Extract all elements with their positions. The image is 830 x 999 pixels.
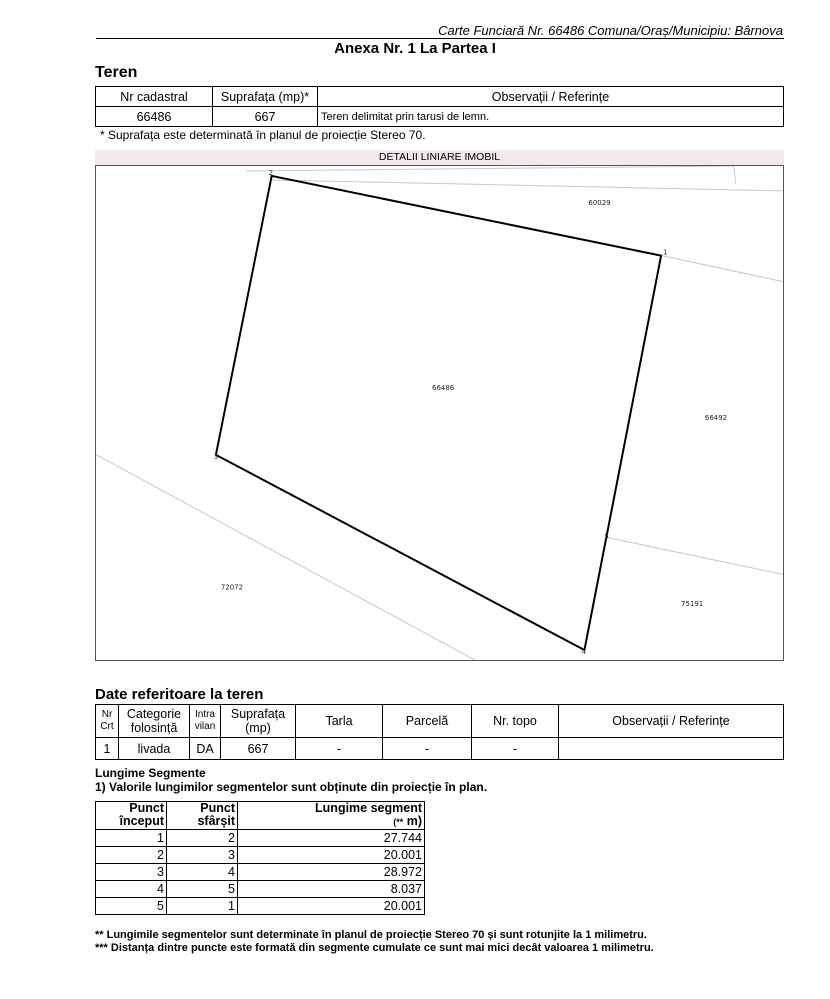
cell-suprafata: 667 (221, 738, 296, 760)
parcel-boundary (213, 176, 661, 650)
header-line: vilan (194, 721, 216, 732)
cell-end: 2 (167, 830, 238, 847)
table-row (96, 847, 425, 864)
vertex-label-4: 4 (581, 648, 586, 657)
header-line: Punct (129, 801, 164, 815)
col-parcela: Parcelă (383, 705, 472, 738)
col-suprafata (221, 705, 296, 738)
header-line: început (119, 814, 164, 828)
cell-length: 8.037 (238, 881, 425, 898)
cell-length: 20.001 (238, 898, 425, 915)
header-line: Lungime segment (315, 801, 422, 815)
vertex-label-1: 1 (663, 248, 668, 257)
table-row (96, 864, 425, 881)
date-teren-table (95, 704, 784, 760)
header-line: Intra (194, 709, 215, 720)
cell-end: 1 (167, 898, 238, 915)
header-divider (96, 38, 784, 39)
col-tarla: Tarla (296, 705, 383, 738)
col-nr-topo: Nr. topo (472, 705, 559, 738)
teren-section-title: Teren (95, 64, 138, 81)
segments-table-header (96, 802, 425, 830)
teren-note: * Suprafața este determinată în planul de proiecție Stereo 70. (100, 128, 426, 142)
segments-title: Lungime Segmente (95, 766, 206, 780)
col-lungime (238, 802, 425, 830)
cell-observatii: Teren delimitat prin tarusi de lemn. (318, 107, 784, 127)
cell-start: 2 (96, 847, 167, 864)
col-nr-crt (96, 705, 119, 738)
date-table-header (96, 705, 784, 738)
cell-tarla: - (296, 738, 383, 760)
cell-start: 4 (96, 881, 167, 898)
col-categorie (119, 705, 190, 738)
header-line (238, 815, 422, 829)
vertex-label-2: 2 (268, 168, 274, 177)
teren-table-header (96, 87, 784, 107)
neighbor-label: 72072 (220, 583, 244, 592)
table-row (96, 898, 425, 915)
cell-length: 27.744 (238, 830, 425, 847)
cell-categorie: livada (119, 738, 190, 760)
cell-nr: 1 (96, 738, 119, 760)
cell-length: 20.001 (238, 847, 425, 864)
col-observatii: Observații / Referințe (318, 87, 784, 107)
header-line: Nr (101, 709, 113, 720)
annex-title: Anexa Nr. 1 La Partea I (334, 40, 496, 57)
header-line: folosință (130, 721, 178, 735)
col-intravilan (190, 705, 221, 738)
header-line: sfârșit (197, 814, 235, 828)
col-punct-sfarsit (167, 802, 238, 830)
col-suprafata: Suprafața (mp)* (213, 87, 318, 107)
neighbor-lines (96, 166, 782, 660)
cell-end: 3 (167, 847, 238, 864)
cell-end: 4 (167, 864, 238, 881)
vertex-label-3: 3 (213, 452, 219, 461)
table-row (96, 881, 425, 898)
parcel-label: 66486 (432, 384, 455, 393)
teren-table (95, 86, 784, 127)
header-line: Crt (100, 721, 114, 732)
segments-table (95, 801, 425, 915)
segments-subtitle: 1) Valorile lungimilor segmentelor sunt obținute din proiecție în plan. (95, 780, 488, 794)
header-line: (mp) (245, 721, 271, 735)
footnote-distance: *** Distanța dintre puncte este formată din segmente cumulate ce sunt mai mici decât valoarea 1 milimetru. (95, 942, 654, 954)
header-line: Punct (200, 801, 235, 815)
footnote-rounding: ** Lungimile segmentelor sunt determinate în planul de proiecție Stereo 70 și sunt rotunjite la 1 milimetru. (95, 929, 647, 941)
map-header: DETALII LINIARE IMOBIL (95, 150, 784, 165)
cell-start: 5 (96, 898, 167, 915)
cell-end: 5 (167, 881, 238, 898)
cell-nr-topo: - (472, 738, 559, 760)
header-line: Suprafața (230, 707, 286, 721)
unit-prefix: (** (393, 817, 404, 827)
cell-observatii (559, 738, 784, 760)
header-line: Categorie (126, 707, 182, 721)
table-row (96, 738, 784, 760)
table-row (96, 107, 784, 127)
cell-start: 3 (96, 864, 167, 881)
cell-nr-cadastral: 66486 (96, 107, 213, 127)
neighbor-label: 66492 (704, 413, 728, 422)
neighbor-label: 60029 (588, 198, 611, 207)
cell-intravilan: DA (190, 738, 221, 760)
neighbor-label: 75191 (681, 600, 704, 609)
registry-header: Carte Funciară Nr. 66486 Comuna/Oraș/Municipiu: Bârnova (438, 23, 783, 38)
parcel-plan (95, 165, 784, 661)
cell-parcela: - (383, 738, 472, 760)
vertex-label-5: 5 (604, 532, 609, 541)
date-section-title: Date referitoare la teren (95, 686, 264, 703)
col-observatii: Observații / Referințe (559, 705, 784, 738)
table-row (96, 830, 425, 847)
cell-suprafata: 667 (213, 107, 318, 127)
unit-suffix: m) (403, 814, 422, 828)
col-nr-cadastral: Nr cadastral (96, 87, 213, 107)
cell-length: 28.972 (238, 864, 425, 881)
col-punct-inceput (96, 802, 167, 830)
cell-start: 1 (96, 830, 167, 847)
